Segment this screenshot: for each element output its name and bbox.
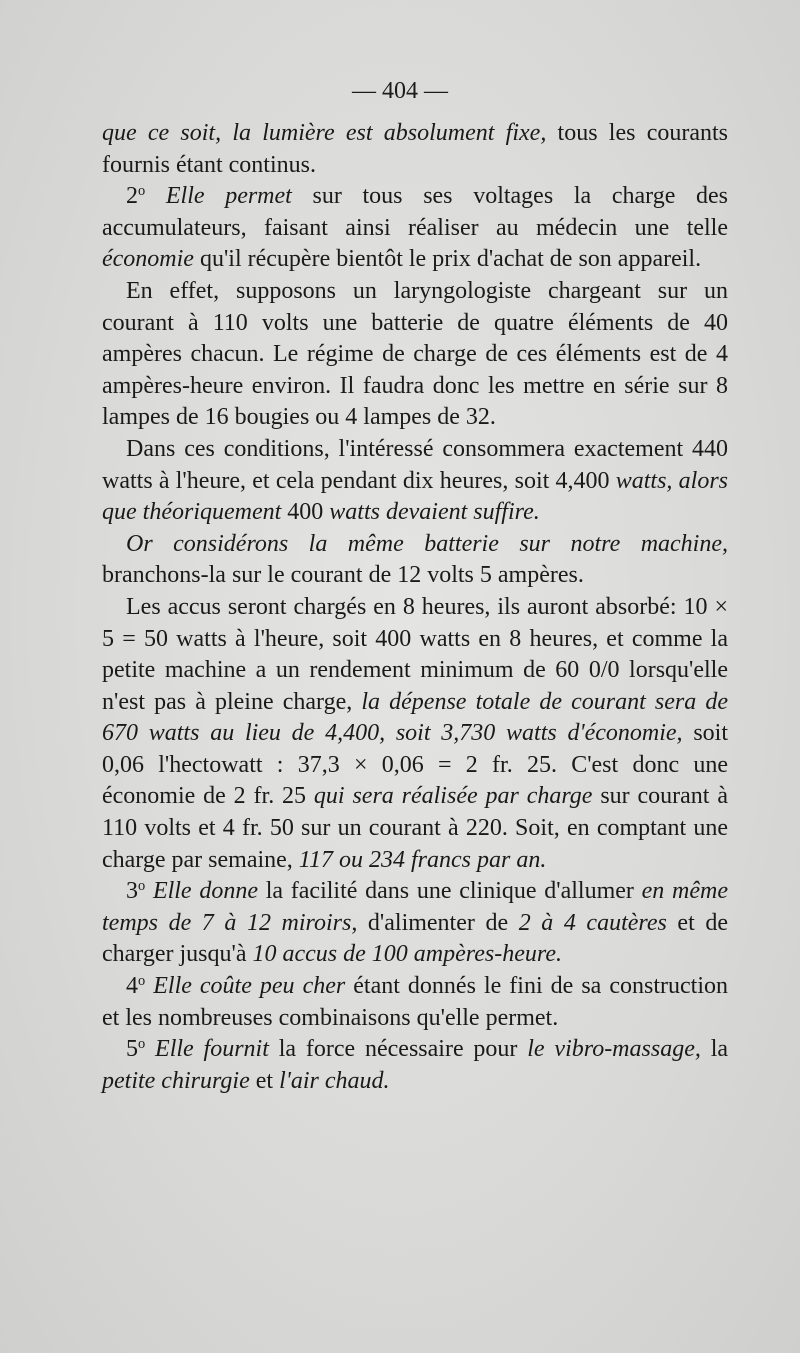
paragraph	[102, 1034, 728, 1097]
ordinal-marker: o	[138, 878, 146, 895]
text-segment	[145, 1036, 155, 1062]
text-segment: et de charger jusqu'à	[102, 909, 728, 968]
ordinal-marker: o	[138, 183, 146, 200]
italic-text: l'air chaud.	[279, 1067, 390, 1094]
italic-text: Or considérons la même batterie sur notre machine,	[126, 530, 728, 557]
paragraph	[102, 118, 728, 181]
text-segment: 4	[126, 973, 138, 1000]
text-segment: d'alimenter de	[357, 909, 519, 936]
italic-text: Elle fournit	[155, 1036, 269, 1063]
text-segment: 3	[126, 878, 138, 905]
text-segment: 5	[126, 1036, 138, 1063]
italic-text: 117 ou 234 francs par an.	[298, 846, 547, 873]
text-segment: soit 0,06 l'hectowatt : 37,3 × 0,06 = 2 fr. 25. C'est donc une économie de 2 fr. 25	[102, 720, 728, 810]
paragraph	[102, 971, 728, 1034]
text-segment: sur tous ses voltages la charge des accumulateurs, faisant ainsi réaliser au médecin une telle	[102, 183, 729, 241]
text-segment: 400	[281, 499, 330, 526]
italic-text: qui sera réalisée par charge	[313, 783, 593, 810]
ordinal-marker: o	[138, 1036, 146, 1053]
page-number: — 404 —	[352, 78, 448, 104]
text-segment: En effet, supposons un laryngologiste chargeant sur un courant à 110 volts une batterie de quatre éléments de 40 ampères chacun. Le régime de charge de ces éléments est de 4 ampères-heure environ. Il faudra donc les mettre en série sur 8 lampes de 16 bougies ou 4 lampes de 32.	[102, 277, 728, 431]
italic-text: Elle coûte peu cher	[153, 973, 346, 1000]
text-segment: la facilité dans une clinique d'allumer	[257, 878, 642, 905]
text-segment: et	[249, 1067, 280, 1094]
paragraph	[102, 529, 728, 592]
italic-text: watts, alors que théoriquement	[102, 467, 729, 526]
italic-text: petite chirurgie	[102, 1067, 250, 1094]
text-segment: la	[700, 1036, 729, 1063]
paragraph	[102, 876, 728, 971]
text-segment	[145, 878, 153, 904]
text-segment: la force nécessaire pour	[268, 1036, 528, 1063]
paragraph	[102, 434, 728, 529]
text-segment	[145, 183, 166, 209]
italic-text: que ce soit, la lumière est absolument fixe,	[102, 120, 547, 146]
paragraph	[102, 592, 728, 876]
italic-text: en même temps de 7 à 12 miroirs,	[102, 878, 728, 936]
italic-text: Elle donne	[152, 878, 258, 905]
italic-text: le vibro-massage,	[527, 1036, 701, 1063]
text-segment: étant donnés le fini de sa construction et les nombreuses combinaisons qu'elle permet.	[102, 973, 728, 1031]
text-segment: qu'il récupère bientôt le prix d'achat de son appareil.	[193, 246, 702, 273]
text-segment: branchons-la sur le courant de 12 volts 5 ampères.	[102, 562, 584, 589]
text-segment: Les accus seront chargés en 8 heures, ils auront absorbé: 10 × 5 = 50 watts à l'heure, soit 400 watts en 8 heures, et comme la petite machine a un rendement minimum de 60 0/0 lorsqu'elle n'est pas à pleine charge,	[102, 593, 728, 715]
text-segment: sur courant à 110 volts et 4 fr. 50 sur un courant à 220. Soit, en comptant une charge par semaine,	[102, 783, 728, 873]
text-segment: 2	[126, 183, 138, 210]
paragraph	[102, 181, 728, 276]
italic-text: 2 à 4 cautères	[518, 909, 667, 936]
italic-text: Elle permet	[165, 183, 292, 210]
italic-text: économie	[102, 246, 194, 273]
italic-text: la dépense totale de courant sera de 670 watts au lieu de 4,400, soit 3,730 watts d'économie,	[102, 688, 728, 747]
paragraph	[102, 276, 728, 434]
body-text	[102, 118, 728, 1097]
ordinal-marker: o	[138, 973, 146, 990]
italic-text: 10 accus de 100 ampères-heure.	[252, 941, 562, 968]
italic-text: watts devaient suffire.	[329, 499, 540, 526]
text-segment: tous les courants fournis étant continus.	[102, 120, 728, 178]
text-segment: Dans ces conditions, l'intéressé consommera exactement 440 watts à l'heure, et cela pendant dix heures, soit 4,400	[102, 435, 728, 494]
